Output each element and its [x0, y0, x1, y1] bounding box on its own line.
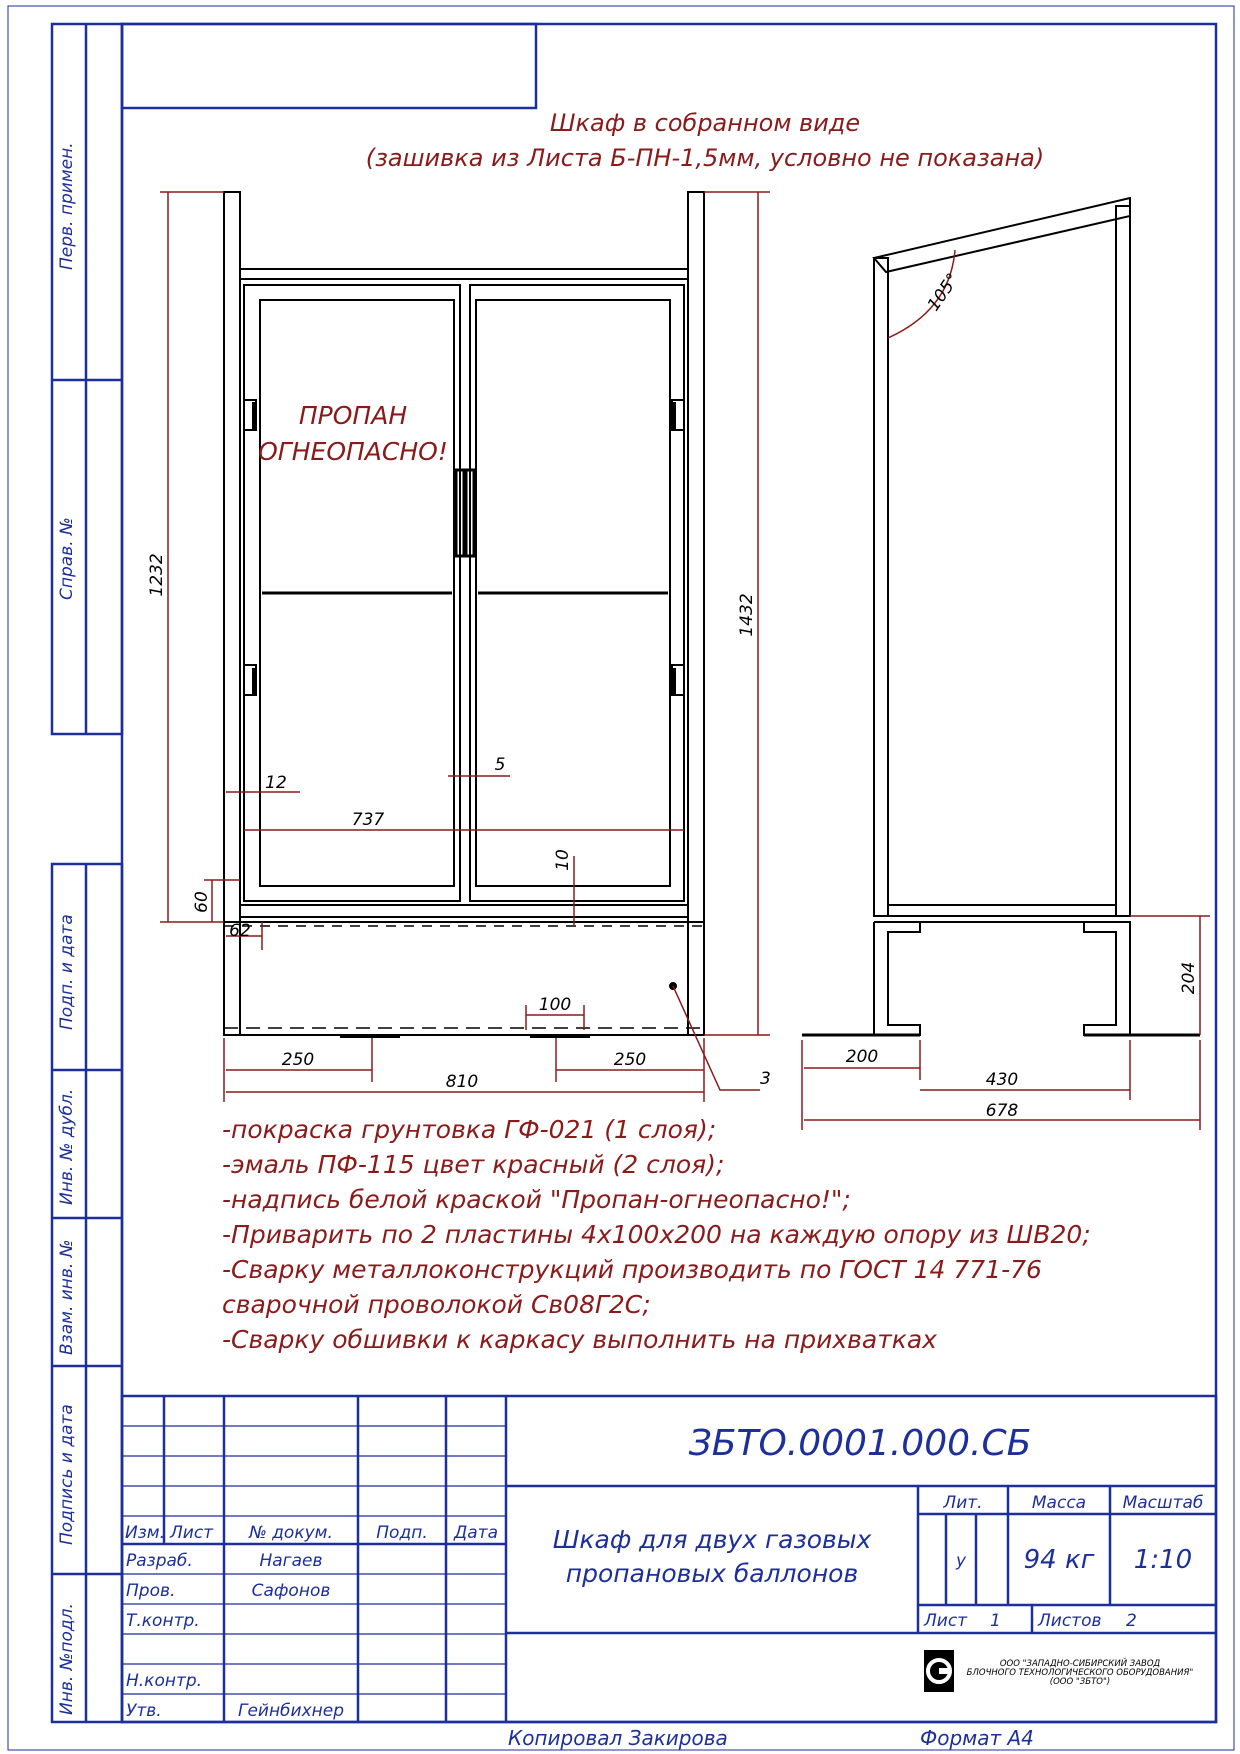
dim-10: 10	[553, 849, 573, 871]
sheets-label: Листов	[1038, 1611, 1102, 1631]
company-name-line2: БЛОЧНОГО ТЕХНОЛОГИЧЕСКОГО ОБОРУДОВАНИЯ"	[966, 1668, 1194, 1678]
dim-810: 810	[445, 1072, 479, 1092]
front-dimensions	[160, 192, 770, 1102]
footer-format: Формат А4	[920, 1726, 1034, 1750]
dim-430: 430	[985, 1070, 1019, 1090]
dim-62: 62	[229, 921, 251, 941]
massa-value: 94 кг	[1023, 1545, 1095, 1575]
name-utv: Гейнбихнер	[237, 1701, 345, 1721]
name-prov: Сафонов	[251, 1581, 331, 1601]
leader-number: 3	[760, 1069, 771, 1089]
company-name-line3: (ООО "ЗБТО")	[1049, 1677, 1111, 1687]
col-no-dokum: № докум.	[249, 1523, 333, 1543]
dim-60: 60	[192, 891, 212, 913]
col-izm: Изм.	[125, 1523, 165, 1543]
row-nkontr: Н.контр.	[126, 1671, 203, 1691]
side-label-podp-data: Подп. и дата	[57, 914, 77, 1030]
note-5: -Сварку металлоконструкций производить по ГОСТ 14 771-76	[222, 1255, 1042, 1284]
side-dimensions	[802, 916, 1210, 1130]
frame	[8, 6, 1234, 1750]
side-label-inv-podl: Инв. №подл.	[57, 1603, 77, 1715]
row-tkontr: Т.контр.	[126, 1611, 200, 1631]
dim-678: 678	[985, 1101, 1019, 1121]
masshtab-label: Масштаб	[1122, 1493, 1204, 1513]
angle-105: 105°	[923, 269, 964, 315]
note-4: -Приварить по 2 пластины 4х100х200 на каждую опору из ШВ20;	[222, 1220, 1091, 1249]
side-label-vzam-inv: Взам. инв. №	[57, 1239, 77, 1355]
side-view	[802, 198, 1200, 1035]
dim-250-right: 250	[613, 1050, 647, 1070]
lit-value: у	[955, 1551, 967, 1571]
company-name-line1: ООО "ЗАПАДНО-СИБИРСКИЙ ЗАВОД	[999, 1659, 1161, 1669]
warning-line-2: ОГНЕОПАСНО!	[258, 437, 448, 466]
footer-copied: Копировал Закирова	[508, 1726, 728, 1750]
sheet-label: Лист	[924, 1611, 968, 1631]
company-logo	[924, 1650, 954, 1692]
drawing-subtitle: (зашивка из Листа Б-ПН-1,5мм, условно не показана)	[365, 144, 1045, 172]
product-name-line1: Шкаф для двух газовых	[552, 1525, 872, 1554]
col-data: Дата	[453, 1523, 499, 1543]
drawing-title: Шкаф в собранном виде	[549, 109, 861, 137]
dim-200: 200	[845, 1047, 879, 1067]
sheet-value: 1	[990, 1611, 1001, 1631]
col-podp: Подп.	[376, 1523, 428, 1543]
note-2: -эмаль ПФ-115 цвет красный (2 слоя);	[222, 1150, 725, 1179]
massa-label: Масса	[1031, 1493, 1087, 1513]
note-1: -покраска грунтовка ГФ-021 (1 слоя);	[222, 1115, 717, 1144]
col-list: Лист	[170, 1523, 214, 1543]
dim-100: 100	[538, 995, 572, 1015]
side-label-inv-dubl: Инв. № дубл.	[57, 1088, 77, 1205]
note-3: -надпись белой краской "Пропан-огнеопасно!";	[222, 1185, 851, 1214]
dim-737: 737	[351, 810, 385, 830]
row-prov: Пров.	[126, 1581, 176, 1601]
front-view	[224, 192, 704, 1036]
masshtab-value: 1:10	[1133, 1545, 1193, 1575]
dim-5: 5	[494, 755, 506, 775]
side-label-podpis-data: Подпись и дата	[57, 1404, 77, 1545]
document-number: ЗБТО.0001.000.СБ	[688, 1423, 1032, 1464]
sheets-value: 2	[1126, 1611, 1137, 1631]
dim-12: 12	[265, 773, 287, 793]
product-name-line2: пропановых баллонов	[565, 1559, 859, 1588]
name-razrab: Нагаев	[259, 1551, 323, 1571]
side-label-sprav-no: Справ. №	[57, 517, 77, 600]
row-utv: Утв.	[126, 1701, 162, 1721]
note-7: -Сварку обшивки к каркасу выполнить на прихватках	[222, 1325, 937, 1354]
dim-1232: 1232	[147, 553, 167, 597]
technical-notes	[222, 1115, 1091, 1354]
dim-1432: 1432	[737, 593, 757, 637]
side-label-perv-primen: Перв. примен.	[57, 142, 77, 270]
dim-204: 204	[1179, 961, 1199, 995]
row-razrab: Разраб.	[126, 1551, 193, 1571]
note-6: сварочной проволокой Св08Г2С;	[222, 1290, 651, 1319]
warning-line-1: ПРОПАН	[298, 401, 408, 430]
lit-label: Лит.	[943, 1493, 983, 1513]
dim-250-left: 250	[281, 1050, 315, 1070]
